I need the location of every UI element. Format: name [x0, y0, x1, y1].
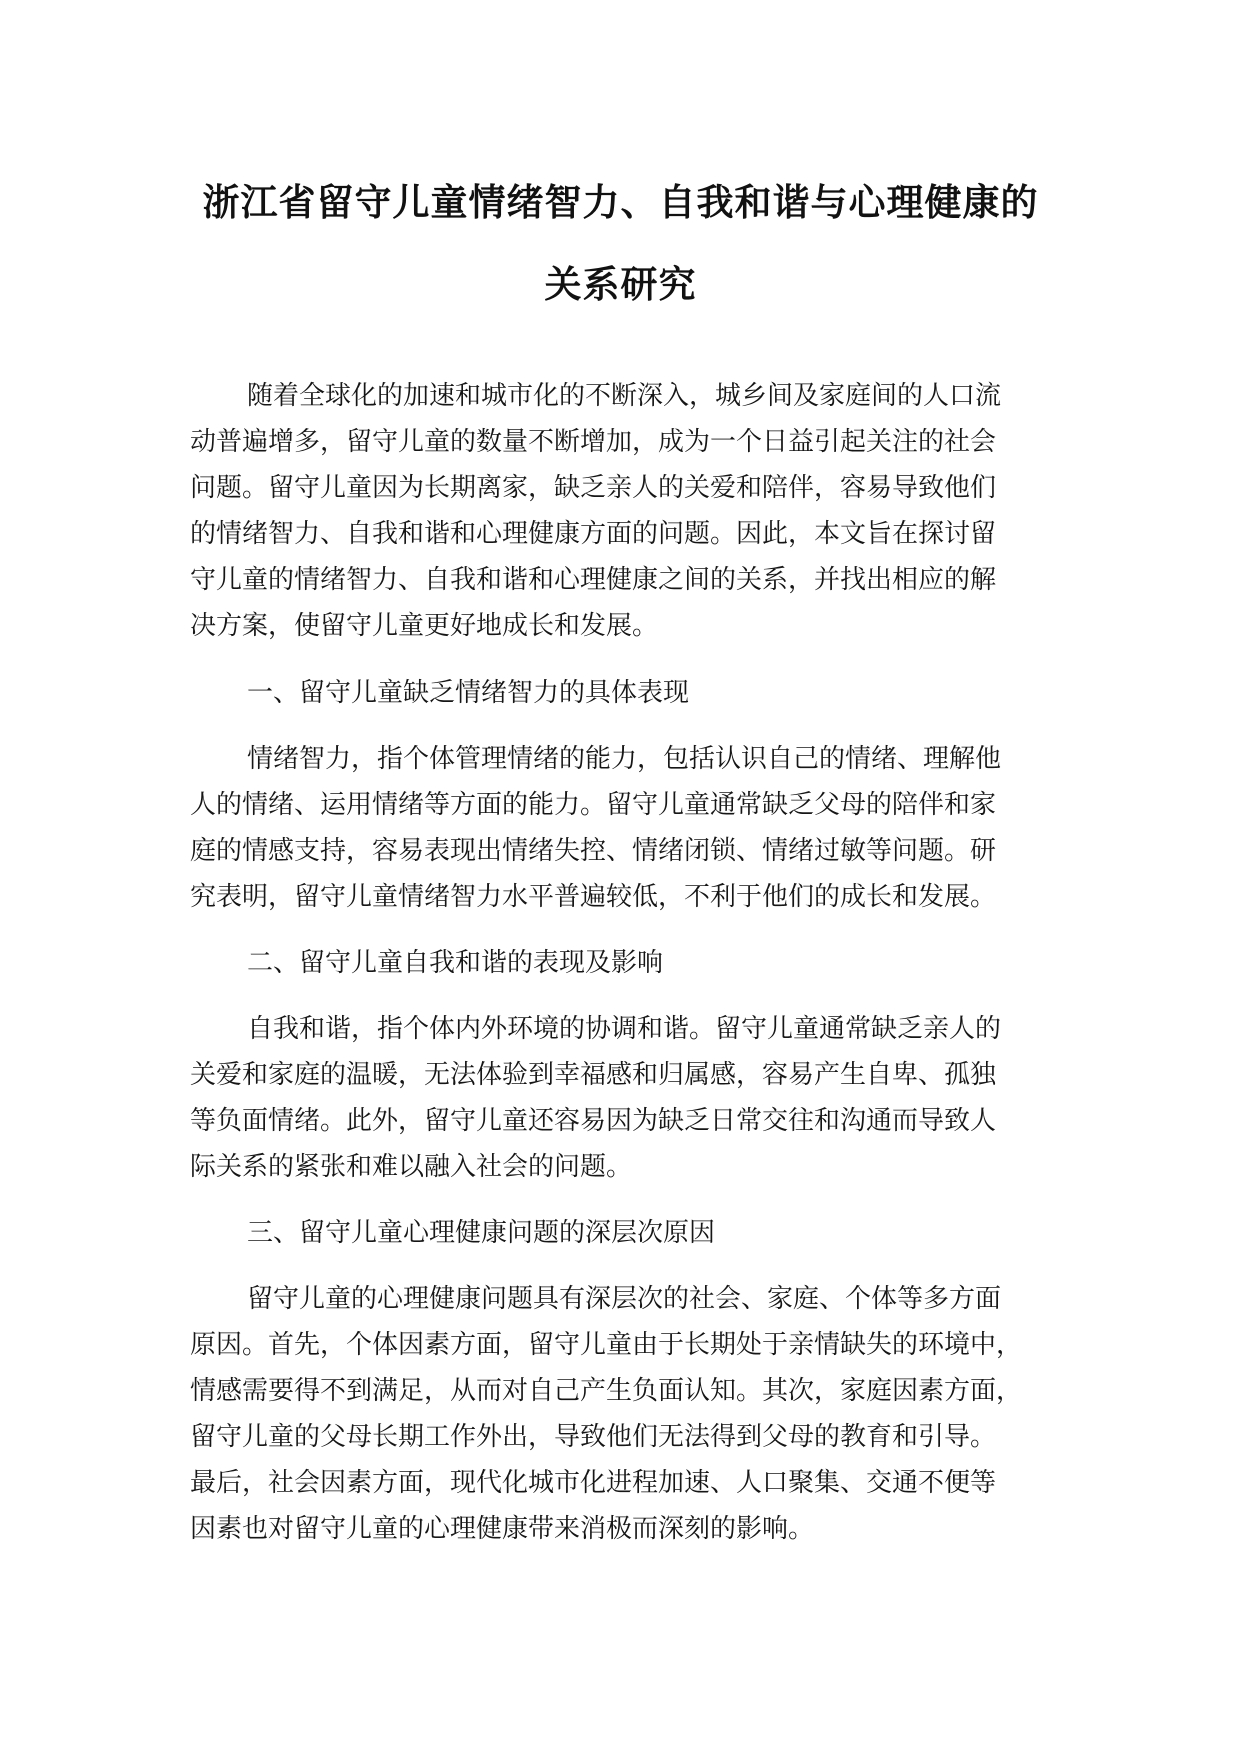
- document-title-line-2: 关系研究: [544, 263, 697, 306]
- paragraph-line: 决方案，使留守儿童更好地成长和发展。: [190, 611, 659, 641]
- paragraph-line: 庭的情感支持，容易表现出情绪失控、情绪闭锁、情绪过敏等问题。研: [190, 836, 997, 866]
- paragraph-line: 留守儿童的心理健康问题具有深层次的社会、家庭、个体等多方面: [247, 1284, 1002, 1314]
- paragraph-line: 情绪智力，指个体管理情绪的能力，包括认识自己的情绪、理解他: [247, 744, 1002, 774]
- paragraph-line: 的情绪智力、自我和谐和心理健康方面的问题。因此，本文旨在探讨留: [190, 519, 997, 549]
- paragraph-line: 问题。留守儿童因为长期离家，缺乏亲人的关爱和陪伴，容易导致他们: [190, 473, 997, 503]
- paragraph-line: 等负面情绪。此外，留守儿童还容易因为缺乏日常交往和沟通而导致人: [190, 1106, 997, 1136]
- paragraph-line: 究表明，留守儿童情绪智力水平普遍较低，不利于他们的成长和发展。: [190, 882, 997, 912]
- paragraph-line: 动普遍增多，留守儿童的数量不断增加，成为一个日益引起关注的社会: [190, 427, 997, 457]
- paragraph-line: 因素也对留守儿童的心理健康带来消极而深刻的影响。: [190, 1514, 815, 1544]
- paragraph-line: 最后，社会因素方面，现代化城市化进程加速、人口聚集、交通不便等: [190, 1468, 997, 1498]
- paragraph-line: 留守儿童的父母长期工作外出，导致他们无法得到父母的教育和引导。: [190, 1422, 997, 1452]
- paragraph-line: 自我和谐，指个体内外环境的协调和谐。留守儿童通常缺乏亲人的: [247, 1014, 1002, 1044]
- paragraph-line: 守儿童的情绪智力、自我和谐和心理健康之间的关系，并找出相应的解: [190, 565, 997, 595]
- paragraph-line: 情感需要得不到满足，从而对自己产生负面认知。其次，家庭因素方面，: [190, 1376, 1023, 1406]
- section-heading-1: 一、留守儿童缺乏情绪智力的具体表现: [247, 678, 690, 708]
- paragraph-line: 人的情绪、运用情绪等方面的能力。留守儿童通常缺乏父母的陪伴和家: [190, 790, 997, 820]
- section-heading-3: 三、留守儿童心理健康问题的深层次原因: [247, 1218, 716, 1248]
- document-title-line-1: 浙江省留守儿童情绪智力、自我和谐与心理健康的: [202, 181, 1039, 224]
- paragraph-line: 原因。首先，个体因素方面，留守儿童由于长期处于亲情缺失的环境中，: [190, 1330, 1023, 1360]
- paragraph-line: 随着全球化的加速和城市化的不断深入，城乡间及家庭间的人口流: [247, 381, 1002, 411]
- section-heading-2: 二、留守儿童自我和谐的表现及影响: [247, 948, 664, 978]
- paragraph-line: 际关系的紧张和难以融入社会的问题。: [190, 1152, 633, 1182]
- paragraph-line: 关爱和家庭的温暖，无法体验到幸福感和归属感，容易产生自卑、孤独: [190, 1060, 997, 1090]
